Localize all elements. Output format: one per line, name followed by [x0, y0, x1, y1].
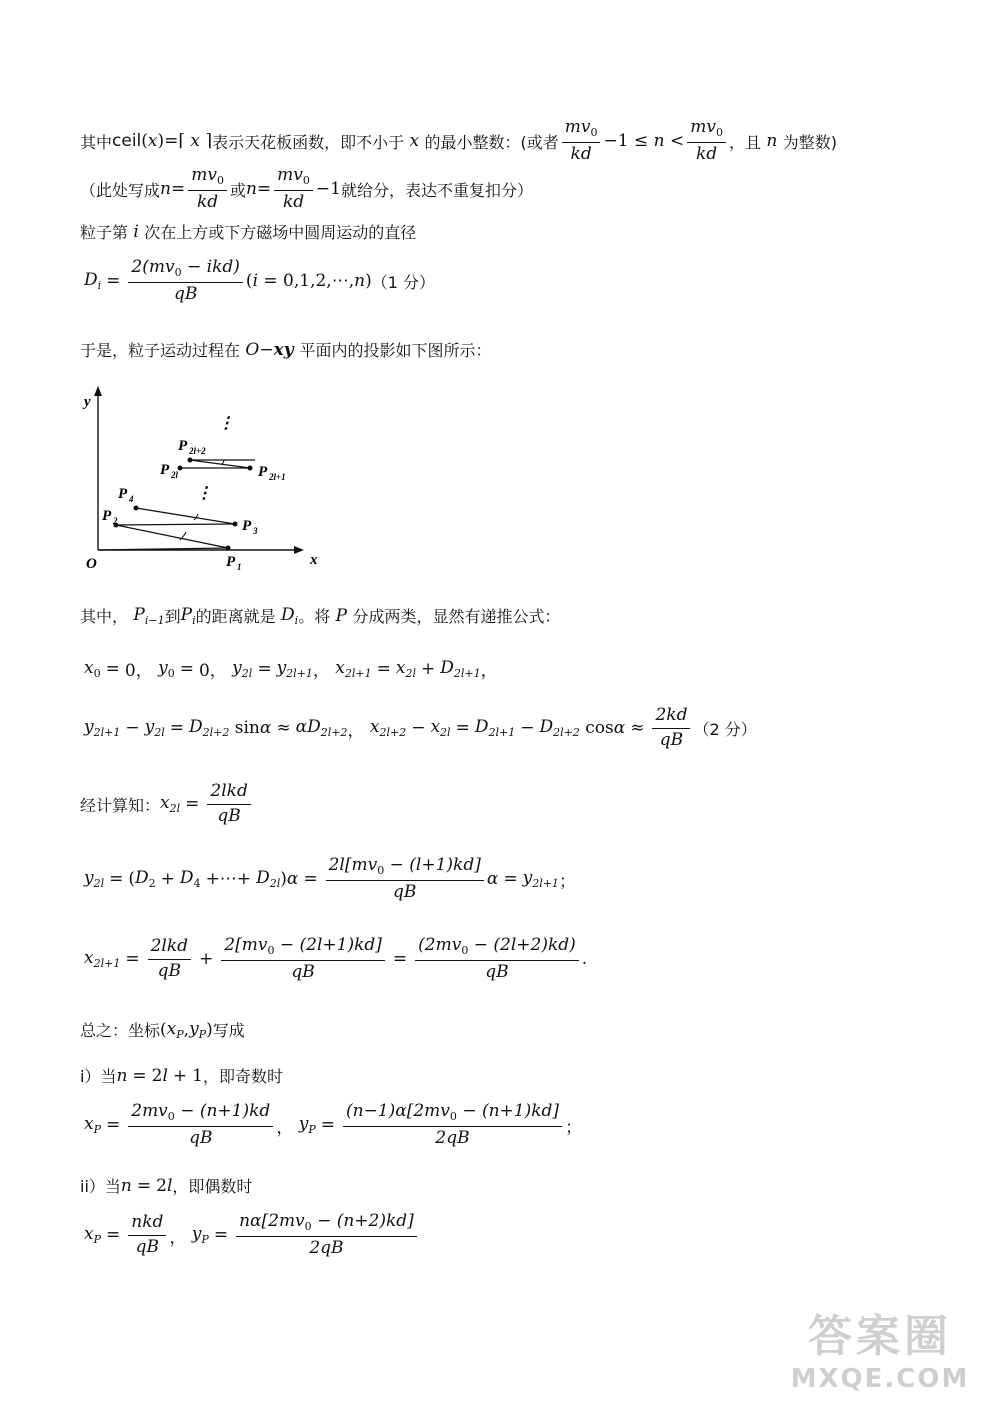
label-p2l2: [178, 438, 206, 456]
svg-text:3: 3: [253, 526, 258, 536]
text-line-1: 其中 ceil (x)=⌈ x ⌉ 表示天花板函数，即不小于 x 的最小整数：(或者 $\frac{mv_0}{kd}$ −1 ≤ n < $\frac{mv_0}{kd}$ ，且 n 为整数): [80, 117, 837, 164]
text-line-2: （此处写成 n = $\frac{mv_0}{kd}$ 或 n = $\frac{mv_0}{kd}$ −1 就给分，表达不重复扣分）: [80, 165, 533, 212]
ellipsis-upper: ⋮: [218, 415, 234, 432]
point-p2l1: [248, 466, 253, 471]
text-line-12: 总之：坐标 ( $x_P$ , $y_P$ ) 写成: [80, 1018, 245, 1041]
text-line-15: ii）当 n = 2 l ，即偶数时: [80, 1175, 253, 1196]
watermark-logo: 答案圈 MXQE.COM: [790, 1311, 970, 1394]
formula-initial: $x_0$ = 0， $y_0$ = 0， $y_{2l}$ = $y_{2l+1}$ ， $x_{2l+1}$ = $x_{2l}$ + $D_{2l+1}$ ，: [84, 657, 498, 681]
svg-text:P: P: [242, 518, 252, 534]
text-line-3: 粒子第 i 次在上方或下方磁场中圆周运动的直径: [80, 221, 417, 242]
formula-x2l: 经计算知： $x_{2l}$ = $\frac{\text{2lkd}}{qB}$: [80, 782, 254, 826]
origin-label: O: [86, 556, 97, 572]
svg-text:P: P: [118, 486, 128, 502]
label-p3: [242, 518, 258, 536]
formula-x2l1: $x_{2l+1}$ = $\frac{\text{2lkd}}{qB}$ + $\frac{2[mv_0 - (2l+1)kd]}{qB}$ = $\frac{(2mv_0 - (2l+2)kd)}{qB}$ .: [84, 935, 588, 982]
text-line-6: 其中， $P_{i-1}$ 到 $P_i$ 的距离就是 $D_i$ 。将 P 分成两类，显然有递推公式：: [80, 604, 561, 627]
formula-even: $x_P$ = $\frac{\text{nkd}}{qB}$ ， $y_P$ = $\frac{n\alpha[2mv_0 - (n+2)kd]}{2qB}$: [84, 1212, 420, 1258]
svg-text:2l: 2l: [171, 470, 179, 480]
label-p2l1: [258, 464, 286, 482]
point-p2l: [178, 466, 183, 471]
point-p4: [134, 506, 139, 511]
point-p1: [226, 546, 231, 551]
label-p2l: [160, 462, 179, 480]
label-p4: [118, 486, 134, 504]
ellipsis-mid: ⋮: [196, 485, 212, 502]
label-p2: [102, 508, 118, 526]
point-p3: [233, 522, 238, 527]
svg-text:P: P: [178, 438, 188, 454]
y-axis-arrow-icon: [94, 386, 102, 396]
y-axis-label: y: [84, 394, 91, 410]
formula-diameter: $D_i$ = $\frac{2(mv_0 - ikd)}{qB}$ (i = 0,1,2,⋯,n) （1 分）: [84, 257, 435, 304]
formula-y2l: $y_{2l}$ = ( $D_2$ + $D_4$ +⋯+ $D_{2l}$ ) α = $\frac{2l[mv_0 - (l+1)kd]}{qB}$ α = $y_{2l+1}$ ；: [84, 855, 576, 902]
svg-text:2l+2: 2l+2: [189, 446, 206, 456]
trajectory-diagram: [70, 380, 330, 585]
text-line-13: i）当 n = 2 l + 1 ，即奇数时: [80, 1065, 284, 1086]
svg-text:P: P: [258, 464, 268, 480]
point-p2l2: [188, 458, 193, 463]
svg-text:4: 4: [129, 494, 134, 504]
svg-text:2: 2: [113, 516, 118, 526]
formula-odd: $x_P$ = $\frac{2mv_0 - (n+1)kd}{qB}$ ， $y_P$ = $\frac{(n-1)\alpha[2mv_0 - (n+1)kd]}{2qB}$ ；: [84, 1101, 583, 1148]
svg-text:1: 1: [237, 562, 242, 572]
svg-text:2l+1: 2l+1: [269, 472, 286, 482]
svg-text:P: P: [102, 508, 112, 524]
x-axis-label: x: [310, 552, 318, 568]
svg-text:P: P: [226, 554, 236, 570]
x-axis-arrow-icon: [294, 546, 304, 554]
formula-recurrence: $y_{2l+1}$ − $y_{2l}$ = $D_{2l+2}$ sin α ≈ $\alpha D_{2l+2}$ ， $x_{2l+2}$ − $x_{2l}$ = $D_{2l+1}$ − $D_{2l+2}$ cos α ≈ $\frac{2kd}{qB}$ （2 分）: [84, 705, 757, 750]
label-p1: [226, 554, 242, 572]
svg-text:P: P: [160, 462, 170, 478]
text-line-5: 于是，粒子运动过程在 O − xy 平面内的投影如下图所示：: [80, 339, 492, 360]
